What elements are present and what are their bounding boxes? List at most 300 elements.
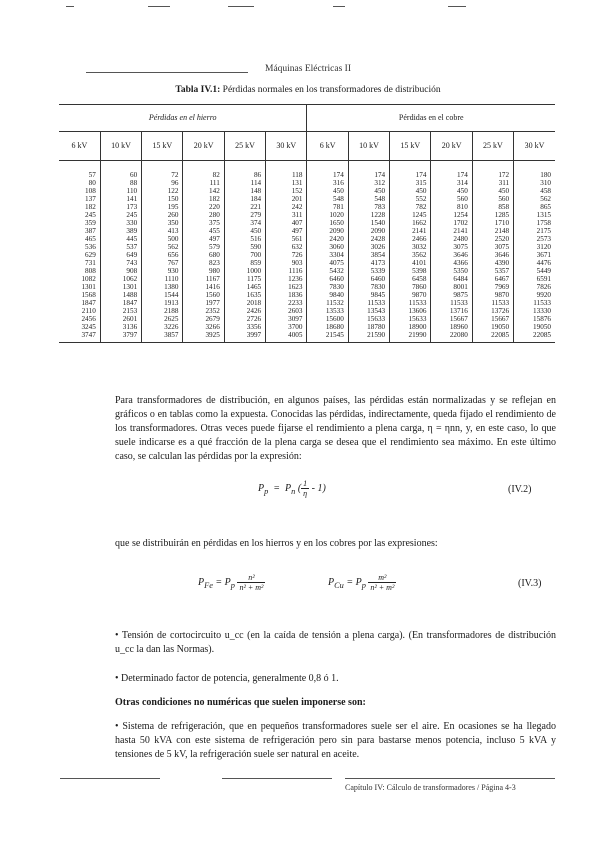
table-cell: 122 — [142, 187, 183, 195]
table-cell: 280 — [183, 211, 224, 219]
table-cell: 174 — [348, 161, 389, 180]
table-row — [59, 211, 555, 219]
table-cell: 5432 — [307, 267, 348, 275]
table-cell: 2090 — [348, 227, 389, 235]
table-cell: 21545 — [307, 331, 348, 343]
table-cell: 174 — [390, 161, 431, 180]
table-cell: 7830 — [348, 283, 389, 291]
table-cell: 312 — [348, 179, 389, 187]
equation-label-iv2: (IV.2) — [508, 484, 532, 495]
table-cell: 450 — [390, 187, 431, 195]
footer-rule-right — [345, 778, 555, 779]
table-cell: 7860 — [390, 283, 431, 291]
equation-label-iv3: (IV.3) — [518, 578, 542, 589]
table-row — [59, 299, 555, 307]
table-cell: 3562 — [390, 251, 431, 259]
eq2-iron-sub: Fe — [204, 580, 213, 590]
table-cell: 315 — [390, 179, 431, 187]
bullet-cooling: • Sistema de refrigeración, que en pequeños transformadores suele ser el aire. En ocasiones se ha llegado hasta 50 kVA con este sistema de refrigeración pero sin para bastarse menos potencia, incluso 5 kVA y tensiones de 5 kV, la refrigeración suele ser natural en aceite. — [115, 721, 556, 760]
table-row — [59, 291, 555, 299]
table-cell: 3671 — [514, 251, 555, 259]
table-cell: 1650 — [307, 219, 348, 227]
table-cell: 562 — [142, 243, 183, 251]
table-cell: 656 — [142, 251, 183, 259]
eq2-copper-sub: Cu — [334, 580, 344, 590]
top-mark-2 — [148, 6, 170, 7]
table-cell: 407 — [266, 219, 307, 227]
table-cell: 3026 — [348, 243, 389, 251]
table-cell: 114 — [224, 179, 265, 187]
table-row — [59, 179, 555, 187]
table-title-label: Tabla IV.1: — [175, 85, 221, 95]
table-row — [59, 283, 555, 291]
table-cell: 450 — [224, 227, 265, 235]
table-cell: 2726 — [224, 315, 265, 323]
bullet-power-factor: • Determinado factor de potencia, generalmente 0,8 ó 1. — [115, 673, 339, 684]
table-cell: 131 — [266, 179, 307, 187]
table-cell: 148 — [224, 187, 265, 195]
table-cell: 5398 — [390, 267, 431, 275]
table-cell: 1977 — [183, 299, 224, 307]
table-cell: 2573 — [514, 235, 555, 243]
table-row — [59, 275, 555, 283]
table-cell: 4366 — [431, 259, 472, 267]
table-cell: 13543 — [348, 307, 389, 315]
table-cell: 649 — [100, 251, 141, 259]
table-cell: 5449 — [514, 267, 555, 275]
table-cell: 497 — [266, 227, 307, 235]
table-cell: 2233 — [266, 299, 307, 307]
eq2-iron-p-sub: p — [230, 580, 235, 590]
table-cell: 2352 — [183, 307, 224, 315]
page-footer: Capítulo IV: Cálculo de transformadores / Página 4-3 — [345, 783, 516, 792]
column-header: 15 kV — [142, 132, 183, 161]
eq2-iron-lhs: P — [198, 576, 205, 588]
column-header: 10 kV — [100, 132, 141, 161]
table-cell: 350 — [142, 219, 183, 227]
table-cell: 903 — [266, 259, 307, 267]
column-header: 20 kV — [183, 132, 224, 161]
table-cell: 1847 — [100, 299, 141, 307]
table-cell: 1116 — [266, 267, 307, 275]
table-cell: 561 — [266, 235, 307, 243]
table-cell: 80 — [88, 179, 96, 187]
table-cell: 21990 — [390, 331, 431, 343]
table-cell: 3646 — [431, 251, 472, 259]
table-row — [59, 227, 555, 235]
table-cell: 9870 — [390, 291, 431, 299]
table-cell: 2466 — [390, 235, 431, 243]
table-row — [59, 267, 555, 275]
table-cell: 3032 — [390, 243, 431, 251]
table-cell: 6460 — [307, 275, 348, 283]
table-cell: 245 — [85, 211, 96, 219]
table-cell: 2601 — [100, 315, 141, 323]
table-cell: 2456 — [81, 315, 96, 323]
table-cell: 19050 — [472, 323, 513, 331]
subheading-conditions: Otras condiciones no numéricas que suelen imponerse son: — [115, 697, 366, 708]
table-cell: 182 — [183, 195, 224, 203]
eq2-copper-p-sub: p — [361, 580, 366, 590]
eq1-pn: P — [285, 482, 292, 494]
table-cell: 1416 — [183, 283, 224, 291]
table-title — [0, 85, 616, 95]
eq2-iron-num: n² — [237, 573, 265, 583]
eq1-den: η — [303, 489, 308, 498]
table-cell: 9920 — [514, 291, 555, 299]
table-cell: 6458 — [390, 275, 431, 283]
table-cell: 13330 — [514, 307, 555, 315]
table-cell: 908 — [100, 267, 141, 275]
eq1-lhs-sub: p — [264, 486, 269, 496]
table-cell: 731 — [85, 259, 96, 267]
table-cell: 1568 — [81, 291, 96, 299]
table-cell: 2428 — [348, 235, 389, 243]
table-cell: 3356 — [224, 323, 265, 331]
table-cell: 57 — [88, 171, 96, 179]
table-cell: 680 — [183, 251, 224, 259]
table-cell: 8001 — [431, 283, 472, 291]
eq2-iron-fraction — [237, 573, 265, 592]
table-cell: 82 — [183, 161, 224, 180]
table-cell: 184 — [224, 195, 265, 203]
table-cell: 500 — [142, 235, 183, 243]
table-cell: 9875 — [431, 291, 472, 299]
table-cell: 1540 — [348, 219, 389, 227]
table-cell: 560 — [472, 195, 513, 203]
table-cell: 930 — [142, 267, 183, 275]
table-cell: 72 — [142, 161, 183, 180]
table-cell: 201 — [266, 195, 307, 203]
table-cell: 1020 — [307, 211, 348, 219]
top-mark-4 — [333, 6, 345, 7]
top-mark-3 — [228, 6, 254, 7]
table-cell: 3925 — [183, 331, 224, 343]
table-cell: 6467 — [472, 275, 513, 283]
table-cell: 118 — [266, 161, 307, 180]
table-cell: 810 — [431, 203, 472, 211]
table-cell: 1175 — [224, 275, 265, 283]
table-cell: 2520 — [472, 235, 513, 243]
group-header-copper: Pérdidas en el cobre — [307, 105, 555, 132]
table-cell: 137 — [85, 195, 96, 203]
table-cell: 1315 — [514, 211, 555, 219]
table-cell: 174 — [307, 161, 348, 180]
table-cell: 22085 — [472, 331, 513, 343]
table-cell: 1662 — [390, 219, 431, 227]
table-cell: 221 — [224, 203, 265, 211]
table-cell: 3797 — [100, 331, 141, 343]
table-cell: 548 — [307, 195, 348, 203]
table-cell: 13726 — [472, 307, 513, 315]
table-cell: 823 — [183, 259, 224, 267]
table-cell: 15667 — [472, 315, 513, 323]
group-header-iron: Pérdidas en el hierro — [59, 105, 307, 132]
table-cell: 2420 — [307, 235, 348, 243]
table-cell: 86 — [224, 161, 265, 180]
table-cell: 1465 — [224, 283, 265, 291]
table-cell: 537 — [100, 243, 141, 251]
table-cell: 1836 — [266, 291, 307, 299]
table-cell: 1082 — [81, 275, 96, 283]
table-cell: 15633 — [390, 315, 431, 323]
table-title-text: Pérdidas normales en los transformadores de distribución — [220, 85, 441, 95]
eq2-copper-den: n² + m² — [370, 583, 395, 592]
table-cell: 781 — [307, 203, 348, 211]
footer-rule-left — [60, 778, 160, 779]
table-cell: 743 — [100, 259, 141, 267]
table-cell: 450 — [307, 187, 348, 195]
table-cell: 9845 — [348, 291, 389, 299]
eq1-num: 1 — [303, 479, 308, 488]
table-cell: 865 — [514, 203, 555, 211]
table-cell: 7969 — [472, 283, 513, 291]
table-cell: 552 — [390, 195, 431, 203]
table-cell: 3060 — [307, 243, 348, 251]
table-cell: 9870 — [472, 291, 513, 299]
table-cell: 497 — [183, 235, 224, 243]
table-cell: 3266 — [183, 323, 224, 331]
table-cell: 359 — [85, 219, 96, 227]
table-cell: 11533 — [514, 299, 555, 307]
table-cell: 3097 — [266, 315, 307, 323]
table-cell: 858 — [472, 203, 513, 211]
table-cell: 15633 — [348, 315, 389, 323]
table-cell: 516 — [224, 235, 265, 243]
running-title: Máquinas Eléctricas II — [265, 64, 351, 74]
table-cell: 562 — [514, 195, 555, 203]
table-cell: 311 — [266, 211, 307, 219]
paragraph-distribution: que se distribuirán en pérdidas en los hierros y en los cobres por las expresiones: — [115, 538, 438, 549]
table-cell: 18900 — [390, 323, 431, 331]
table-cell: 2148 — [472, 227, 513, 235]
table-cell: 110 — [100, 187, 141, 195]
table-cell: 11533 — [431, 299, 472, 307]
table-cell: 1623 — [266, 283, 307, 291]
table-cell: 1847 — [81, 299, 96, 307]
table-cell: 4005 — [266, 331, 307, 343]
table-cell: 180 — [514, 161, 555, 180]
table-cell: 808 — [85, 267, 96, 275]
table-cell: 450 — [348, 187, 389, 195]
table-cell: 5350 — [431, 267, 472, 275]
table-cell: 260 — [142, 211, 183, 219]
table-cell: 141 — [100, 195, 141, 203]
table-cell: 152 — [266, 187, 307, 195]
table-cell: 782 — [390, 203, 431, 211]
table-cell: 11533 — [348, 299, 389, 307]
table-cell: 4476 — [514, 259, 555, 267]
table-cell: 3075 — [472, 243, 513, 251]
table-cell: 7830 — [307, 283, 348, 291]
table-cell: 2625 — [142, 315, 183, 323]
table-cell: 7826 — [514, 283, 555, 291]
table-cell: 548 — [348, 195, 389, 203]
table-cell: 2090 — [307, 227, 348, 235]
table-cell: 19050 — [514, 323, 555, 331]
table-cell: 579 — [183, 243, 224, 251]
table-cell: 455 — [183, 227, 224, 235]
table-cell: 783 — [348, 203, 389, 211]
table-cell: 195 — [142, 203, 183, 211]
top-mark-1 — [66, 6, 74, 7]
table-cell: 22085 — [514, 331, 555, 343]
equation-iv3-copper: $P_{Cu} = P_p$ $\frac{\text{m²}}{\text{n² + m²}}$ — [328, 573, 395, 592]
table-cell: 5357 — [472, 267, 513, 275]
table-cell: 3857 — [142, 331, 183, 343]
table-cell: 1000 — [224, 267, 265, 275]
table-cell: 316 — [307, 179, 348, 187]
table-cell: 4173 — [348, 259, 389, 267]
table-cell: 374 — [224, 219, 265, 227]
eq2-iron-den: n² + m² — [239, 583, 264, 592]
table-cell: 450 — [472, 187, 513, 195]
table-cell: 445 — [100, 235, 141, 243]
column-header: 30 kV — [266, 132, 307, 161]
table-cell: 11532 — [307, 299, 348, 307]
table-cell: 245 — [100, 211, 141, 219]
table-cell: 859 — [224, 259, 265, 267]
table-row — [59, 259, 555, 267]
table-cell: 6484 — [431, 275, 472, 283]
table-cell: 15876 — [514, 315, 555, 323]
table-cell: 1254 — [431, 211, 472, 219]
table-row — [59, 195, 555, 203]
table-cell: 413 — [142, 227, 183, 235]
eq2-copper-p: P — [355, 576, 362, 588]
table-cell: 13533 — [307, 307, 348, 315]
table-cell: 22080 — [431, 331, 472, 343]
table-cell: 1228 — [348, 211, 389, 219]
eq2-copper-lhs: P — [328, 576, 335, 588]
table-cell: 13716 — [431, 307, 472, 315]
table-row — [59, 219, 555, 227]
table-cell: 2188 — [142, 307, 183, 315]
table-cell: 1062 — [100, 275, 141, 283]
table-cell: 2141 — [431, 227, 472, 235]
table-cell: 2679 — [183, 315, 224, 323]
table-row — [59, 331, 555, 343]
table-cell: 375 — [183, 219, 224, 227]
table-cell: 88 — [100, 179, 141, 187]
table-cell: 465 — [85, 235, 96, 243]
table-cell: 15667 — [431, 315, 472, 323]
table-row — [59, 203, 555, 211]
table-cell: 629 — [85, 251, 96, 259]
table-cell: 1560 — [183, 291, 224, 299]
table-cell: 1236 — [266, 275, 307, 283]
table-cell: 60 — [100, 161, 141, 180]
eq2-iron-p: P — [224, 576, 231, 588]
table-cell: 108 — [85, 187, 96, 195]
column-header: 6 kV — [59, 132, 100, 161]
table-cell: 450 — [431, 187, 472, 195]
table-row — [59, 161, 555, 180]
paragraph-intro: Para transformadores de distribución, en algunos países, las pérdidas están normalizadas y se reflejan en gráficos o en tablas como la expuesta. Conocidas las pérdidas, indirectamente, queda fijado el rendimiento de los transformadores. Otras veces puede fijarse el rendimiento a plena carga, η = ηnn, y, en este caso, lo que suele indicarse es a qué fracción de la plena carga se desea que el rendimiento sea máximo. En este último caso, se calculan las pérdidas por la expresión: — [115, 395, 556, 462]
table-cell: 173 — [100, 203, 141, 211]
table-cell: 536 — [85, 243, 96, 251]
table-cell: 18680 — [307, 323, 348, 331]
column-header: 15 kV — [390, 132, 431, 161]
table-cell: 590 — [224, 243, 265, 251]
table-cell: 3646 — [472, 251, 513, 259]
table-cell: 18960 — [431, 323, 472, 331]
eq1-lhs: P — [258, 482, 265, 494]
table-cell: 96 — [142, 179, 183, 187]
table-cell: 1245 — [390, 211, 431, 219]
table-cell: 3136 — [100, 323, 141, 331]
table-row — [59, 243, 555, 251]
table-cell: 1301 — [100, 283, 141, 291]
table-cell: 1380 — [142, 283, 183, 291]
table-cell: 11533 — [472, 299, 513, 307]
table-cell: 6460 — [348, 275, 389, 283]
table-cell: 242 — [266, 203, 307, 211]
column-header: 25 kV — [472, 132, 513, 161]
table-row — [59, 251, 555, 259]
table-cell: 3075 — [431, 243, 472, 251]
eq1-tail: - 1 — [311, 482, 323, 494]
eq1-fraction — [301, 479, 309, 498]
table-cell: 330 — [100, 219, 141, 227]
equation-iv2: $P_p = P_n$ ( $\frac{1}{\eta}$ - 1) — [258, 479, 326, 498]
table-cell: 3304 — [307, 251, 348, 259]
table-cell: 15600 — [307, 315, 348, 323]
table-cell: 700 — [224, 251, 265, 259]
table-row — [59, 323, 555, 331]
table-cell: 632 — [266, 243, 307, 251]
table-cell: 11533 — [390, 299, 431, 307]
table-cell: 4390 — [472, 259, 513, 267]
table-cell: 1635 — [224, 291, 265, 299]
table-cell: 458 — [514, 187, 555, 195]
table-cell: 220 — [183, 203, 224, 211]
table-cell: 2426 — [224, 307, 265, 315]
table-cell: 726 — [266, 251, 307, 259]
table-cell: 2153 — [100, 307, 141, 315]
column-header: 30 kV — [514, 132, 555, 161]
eq1-pn-sub: n — [291, 486, 296, 496]
table-cell: 6591 — [514, 275, 555, 283]
bullet-voltage: • Tensión de cortocircuito u_cc (en la caída de tensión a plena carga). (En transformadores de distribución u_cc la dan las Normas). — [115, 630, 556, 655]
table-cell: 1301 — [81, 283, 96, 291]
table-cell: 1710 — [472, 219, 513, 227]
table-cell: 1544 — [142, 291, 183, 299]
table-row — [59, 315, 555, 323]
table-cell: 1913 — [142, 299, 183, 307]
column-header: 10 kV — [348, 132, 389, 161]
table-cell: 2141 — [390, 227, 431, 235]
equation-iv3-iron: $P_{Fe} = P_p$ $\frac{\text{n²}}{\text{n² + m²}}$ — [198, 573, 264, 592]
table-cell: 3120 — [514, 243, 555, 251]
table-cell: 389 — [100, 227, 141, 235]
table-cell: 3226 — [142, 323, 183, 331]
table-row — [59, 187, 555, 195]
table-cell: 1758 — [514, 219, 555, 227]
table-cell: 4101 — [390, 259, 431, 267]
table-cell: 21590 — [348, 331, 389, 343]
table-cell: 18780 — [348, 323, 389, 331]
table-cell: 387 — [85, 227, 96, 235]
table-cell: 767 — [142, 259, 183, 267]
table-cell: 314 — [431, 179, 472, 187]
table-cell: 980 — [183, 267, 224, 275]
table-cell: 1488 — [100, 291, 141, 299]
column-header: 6 kV — [307, 132, 348, 161]
table-cell: 5339 — [348, 267, 389, 275]
table-cell: 2175 — [514, 227, 555, 235]
losses-table — [59, 104, 555, 343]
